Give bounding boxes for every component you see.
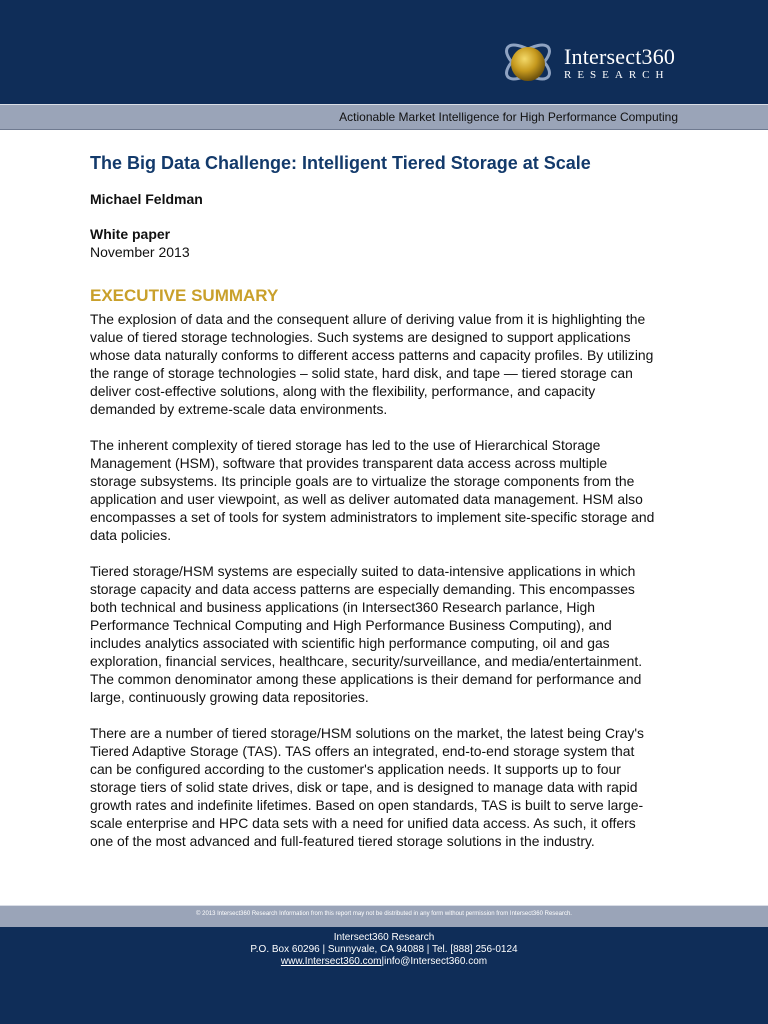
- section-heading: EXECUTIVE SUMMARY: [90, 286, 279, 305]
- tagline: Actionable Market Intelligence for High Performance Computing: [339, 110, 678, 124]
- document-type: White paper: [90, 226, 171, 242]
- intersect360-orb-logo-icon: [500, 34, 556, 90]
- copyright-band: [0, 905, 768, 929]
- document-date: November 2013: [90, 244, 190, 260]
- company-logo: [500, 34, 690, 94]
- copyright-notice: © 2013 Intersect360 Research Information from this report may not be distributed in any form without permission from Intersect360 Research.: [196, 911, 572, 917]
- logo-name: Intersect360: [564, 44, 676, 69]
- footer-email[interactable]: |info@Intersect360.com: [381, 956, 488, 967]
- author-name: Michael Feldman: [90, 191, 203, 207]
- header-band: [0, 0, 768, 104]
- footer-web-line: [0, 956, 768, 968]
- document-title: The Big Data Challenge: Intelligent Tiered Storage at Scale: [90, 153, 591, 173]
- footer-company: Intersect360 Research: [333, 932, 435, 943]
- tagline-band: [0, 104, 768, 130]
- paragraph-4: There are a number of tiered storage/HSM solutions on the market, the latest being Cray's Tiered Adaptive Storage (TAS). TAS offers an integrated, end-to-end storage system that can be configured according to the customer's application needs. It supports up to four storage tiers of solid state drives, disk or tape, and is designed to manage data with rapid growth rates and indefinite lifetimes. Based on open standards, TAS is built to serve large- scale enterprise and HPC data sets with a need for unified data access. As such, it offers one of the most advanced and full-featured tiered storage solutions in the industry.: [90, 725, 644, 849]
- footer-band: [0, 927, 768, 1024]
- website-link[interactable]: www.Intersect360.com: [280, 956, 382, 967]
- paragraph-1: The explosion of data and the consequent allure of deriving value from it is highlighting the value of tiered storage technologies. Such systems are designed to support applications whose data naturally conforms to different access patterns and capacity profiles. By utilizing the range of storage technologies – solid state, hard disk, and tape — tiered storage can deliver cost-effective solutions, along with the flexibility, performance, and capacity demanded by extreme-scale data environments.: [90, 311, 654, 417]
- footer-address: P.O. Box 60296 | Sunnyvale, CA 94088 | Tel. [888] 256-0124: [250, 944, 518, 955]
- paragraph-3: Tiered storage/HSM systems are especially suited to data-intensive applications in which storage capacity and data access patterns are especially demanding. This encompasses both technical and business applications (in Intersect360 Research parlance, High Performance Technical Computing and High Performance Business Computing), and includes analytics associated with scientific high performance computing, oil and gas exploration, financial services, healthcare, security/surveillance, and media/entertainment. The common denominator among these applications is their demand for performance and large, continuously growing data repositories.: [90, 563, 643, 705]
- footer-contact: [0, 932, 768, 968]
- paragraph-2: The inherent complexity of tiered storage has led to the use of Hierarchical Storage Management (HSM), software that provides transparent data access across multiple storage subsystems. Its principle goals are to virtualize the storage components from the application and user viewpoint, as well as deliver automated data management. HSM also encompasses a set of tools for system administrators to implement site-specific storage and data policies.: [90, 437, 655, 543]
- logo-subtitle: RESEARCH: [564, 69, 670, 81]
- document-body: [90, 150, 690, 868]
